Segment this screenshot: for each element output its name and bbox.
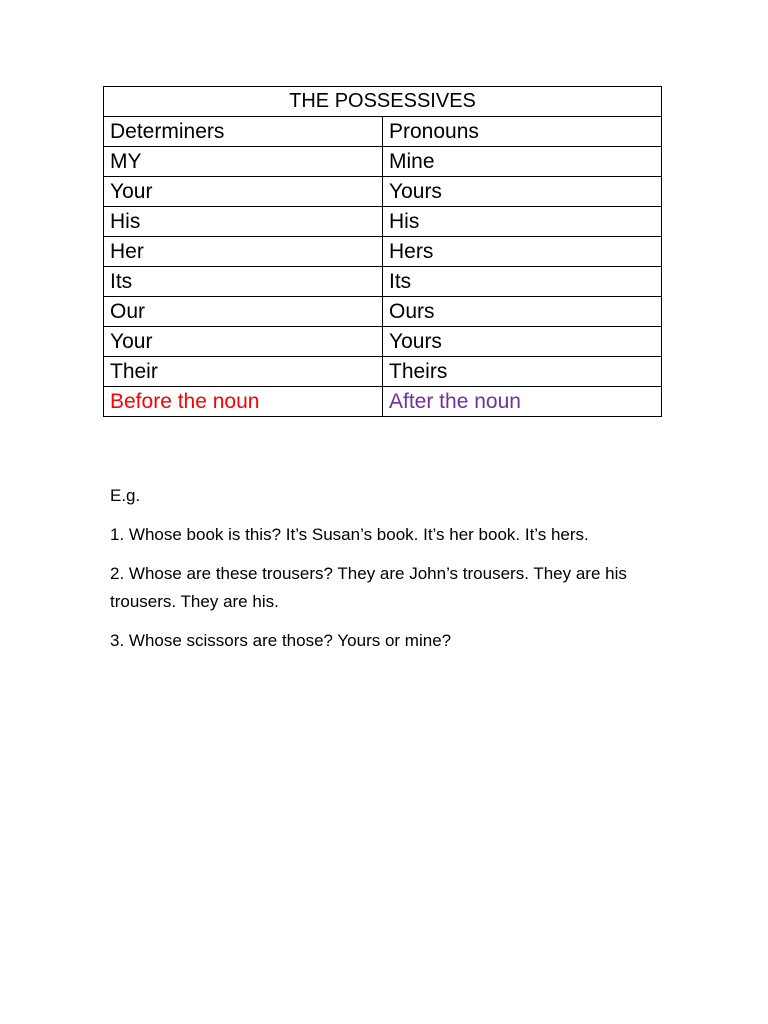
- after-noun-note: After the noun: [383, 387, 662, 417]
- pronoun-cell: Its: [383, 267, 662, 297]
- pronoun-cell: Theirs: [383, 357, 662, 387]
- example-item: 3. Whose scissors are those? Yours or mine?: [110, 631, 452, 650]
- table-header-row: [104, 117, 662, 147]
- determiners-header: Determiners: [104, 117, 383, 147]
- pronoun-cell: Mine: [383, 147, 662, 177]
- table-row: [104, 357, 662, 387]
- table-footer-row: [104, 387, 662, 417]
- table-title: THE POSSESSIVES: [104, 87, 662, 117]
- pronoun-cell: Yours: [383, 177, 662, 207]
- table-row: [104, 267, 662, 297]
- pronoun-cell: Yours: [383, 327, 662, 357]
- pronoun-cell: Ours: [383, 297, 662, 327]
- table-row: [104, 147, 662, 177]
- table-row: [104, 177, 662, 207]
- possessives-table: [103, 86, 662, 417]
- table-row: [104, 237, 662, 267]
- determiner-cell: Your: [104, 177, 383, 207]
- before-noun-note: Before the noun: [104, 387, 383, 417]
- determiner-cell: Her: [104, 237, 383, 267]
- examples-section: [110, 482, 660, 666]
- example-item: 1. Whose book is this? It’s Susan’s book. It’s her book. It’s hers.: [110, 525, 589, 544]
- table-row: [104, 207, 662, 237]
- pronoun-cell: Hers: [383, 237, 662, 267]
- pronoun-cell: His: [383, 207, 662, 237]
- table-row: [104, 327, 662, 357]
- example-item: 2. Whose are these trousers? They are John’s trousers. They are his trousers. They are his.: [110, 564, 627, 611]
- examples-intro: E.g.: [110, 486, 141, 505]
- table-title-row: [104, 87, 662, 117]
- determiner-cell: Its: [104, 267, 383, 297]
- table-row: [104, 297, 662, 327]
- pronouns-header: Pronouns: [383, 117, 662, 147]
- determiner-cell: His: [104, 207, 383, 237]
- determiner-cell: Our: [104, 297, 383, 327]
- determiner-cell: Their: [104, 357, 383, 387]
- determiner-cell: MY: [104, 147, 383, 177]
- determiner-cell: Your: [104, 327, 383, 357]
